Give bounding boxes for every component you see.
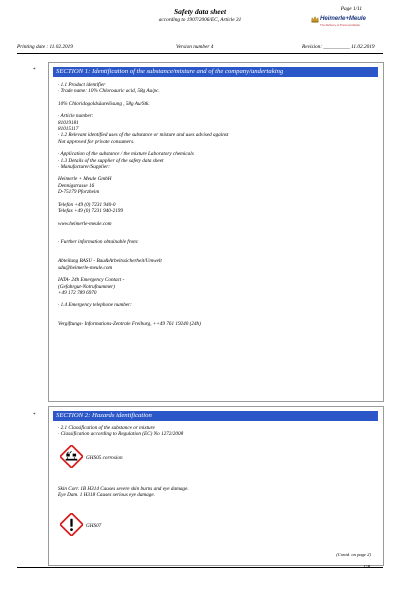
section1-heading: SECTION 1: Identification of the substance/mixture and of the company/undertaking (53, 67, 378, 77)
page-number: Page 1/11 (340, 6, 362, 12)
section1-line: · 1.2 Relevant identified uses of the substance or mixture and uses advised against (58, 132, 229, 139)
section1-line: · 1.3 Details of the supplier of the safety data sheet (58, 157, 164, 164)
section2-heading: SECTION 2: Hazards identification (53, 411, 378, 421)
section1-line: · Further information obtainable from: (58, 239, 139, 246)
footer-divider (17, 567, 383, 568)
ghs07-label: GHS07 (86, 523, 102, 529)
brand-logo (311, 15, 381, 31)
section1-line: Heimerle + Meule GmbH (58, 176, 112, 183)
section1-line: +49 172 789 6970 (58, 289, 97, 296)
section1-line: Dennigstrasse 16 (58, 182, 95, 189)
document-subtitle: according to 1907/2006/EC, Article 31 (158, 17, 242, 23)
hazard-statements (58, 486, 189, 499)
brand-name: Heimerle+Meule (320, 15, 366, 22)
section-marker: * (33, 68, 36, 73)
brand-tagline: The Refinery of Precious Metals (320, 23, 360, 27)
section1-line: Not approved for private consumers. (58, 138, 135, 145)
section1-line: Telefax +49 (0) 7231 940-2199 (58, 207, 123, 214)
section1-line: www.heimerle-meule.com (58, 220, 112, 227)
section2-line: · 2.1 Classification of the substance or mixture (58, 425, 155, 431)
exclamation-mark-icon (60, 513, 83, 536)
section1-line: · 1.4 Emergency telephone number: (58, 302, 132, 309)
section1-box (48, 62, 384, 402)
section1-line: 10% Chloridogoldsäurelösung , 58g Au/Stk. (58, 100, 150, 107)
ghs05-pictogram (60, 445, 83, 473)
version-number: Version number 4 (176, 44, 214, 50)
section1-line: 81015117 (58, 126, 79, 133)
section1-line: Telefon +49 (0) 7231 940-0 (58, 201, 116, 208)
hazard-line: Eye Dam. 1 H318 Causes serious eye damage. (58, 492, 155, 499)
section1-line: · Manufacturer/Supplier: (58, 163, 110, 170)
document-title: Safety data sheet (173, 7, 227, 16)
document-meta-row (17, 44, 387, 52)
section2-box (48, 406, 384, 566)
section1-line: · Application of the substance / the mixture Laboratory chemicals (58, 151, 194, 158)
section1-line: · Article number: (58, 113, 94, 120)
section1-line: sdu@heimerle-meule.com (58, 264, 113, 271)
section1-line: · 1.1 Product identifier (58, 82, 106, 88)
language-code: GB (364, 564, 371, 569)
ghs07-pictogram (60, 513, 83, 541)
revision-date: Revision: __________ 11.02.2019 (302, 44, 375, 50)
section-marker: * (33, 413, 36, 418)
section1-line: D-75179 Pforzheim (58, 189, 100, 196)
crown-icon (311, 16, 319, 23)
section1-line: (Gefahrgut-Notrufnummer) (58, 283, 115, 290)
header-divider (17, 53, 383, 54)
section1-line: Vergiftungs- Informations-Zentrale Freiburg, ++49 761 19240 (24h) (58, 321, 201, 328)
ghs05-label: GHS05 corrosion (86, 455, 123, 461)
section1-content (58, 82, 383, 328)
corrosion-icon (60, 445, 83, 468)
section1-line: IATA- 24h Emergency Contact - (58, 277, 125, 284)
continued-note: (Contd. on page 2) (336, 552, 371, 557)
hazard-line: Skin Corr. 1B H314 Causes severe skin burns and eye damage. (58, 486, 189, 492)
section2-line: · Classification according to Regulation (EC) No 1272/2008 (58, 431, 184, 438)
section2-intro (58, 425, 383, 438)
printing-date: Printing date : 11.02.2019 (17, 44, 73, 50)
section1-line: Abteilung BASU - Bau&Arbeitssicherheit/Umwelt (58, 258, 162, 265)
section1-line: 81019181 (58, 119, 79, 126)
section1-line: · Trade name: 10% Chloroauric acid, 58g Au/pc. (58, 88, 160, 95)
